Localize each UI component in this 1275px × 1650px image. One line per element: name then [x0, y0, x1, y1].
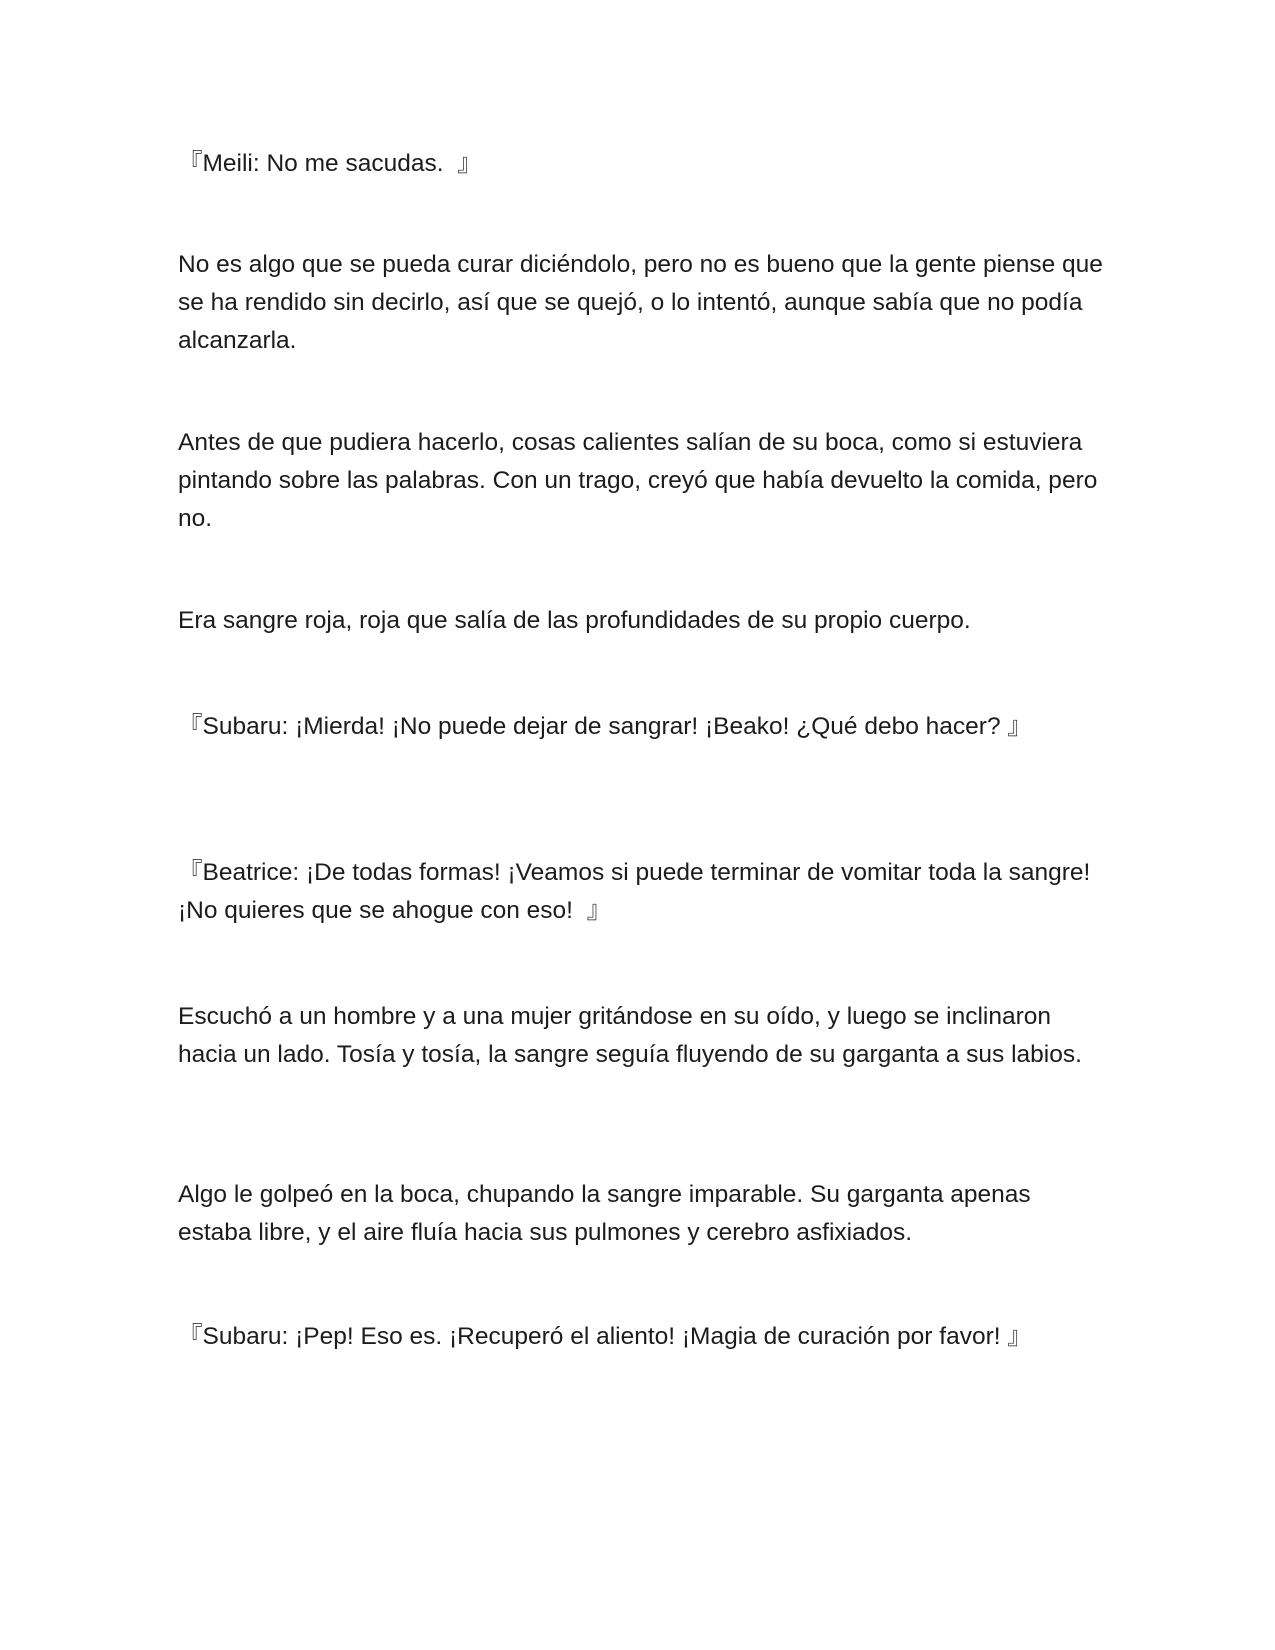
dialogue-beatrice: 『Beatrice: ¡De todas formas! ¡Veamos si puede terminar de vomitar toda la sangre! ¡No quieres que se ahogue con eso! 』 — [178, 859, 1091, 924]
paragraph-5: Algo le golpeó en la boca, chupando la sangre imparable. Su garganta apenas estaba libre, y el aire fluía hacia sus pulmones y cerebro asfixiados. — [178, 1181, 1031, 1246]
dialogue-subaru-2: 『Subaru: ¡Pep! Eso es. ¡Recuperó el aliento! ¡Magia de curación por favor! 』 — [178, 1323, 1032, 1350]
paragraph-1: No es algo que se pueda curar diciéndolo, pero no es bueno que la gente piense que se ha rendido sin decirlo, así que se quejó, o lo intentó, aunque sabía que no podía alcanzarla. — [178, 251, 1103, 354]
paragraph-4: Escuchó a un hombre y a una mujer gritándose en su oído, y luego se inclinaron hacia un lado. Tosía y tosía, la sangre seguía fluyendo de su garganta a sus labios. — [178, 1003, 1082, 1068]
paragraph-3: Era sangre roja, roja que salía de las profundidades de su propio cuerpo. — [178, 607, 971, 634]
dialogue-subaru-1: 『Subaru: ¡Mierda! ¡No puede dejar de sangrar! ¡Beako! ¿Qué debo hacer? 』 — [178, 713, 1032, 740]
paragraph-2: Antes de que pudiera hacerlo, cosas calientes salían de su boca, como si estuviera pintando sobre las palabras. Con un trago, creyó que había devuelto la comida, pero no. — [178, 429, 1098, 532]
dialogue-meili: 『Meili: No me sacudas. 』 — [178, 150, 482, 177]
